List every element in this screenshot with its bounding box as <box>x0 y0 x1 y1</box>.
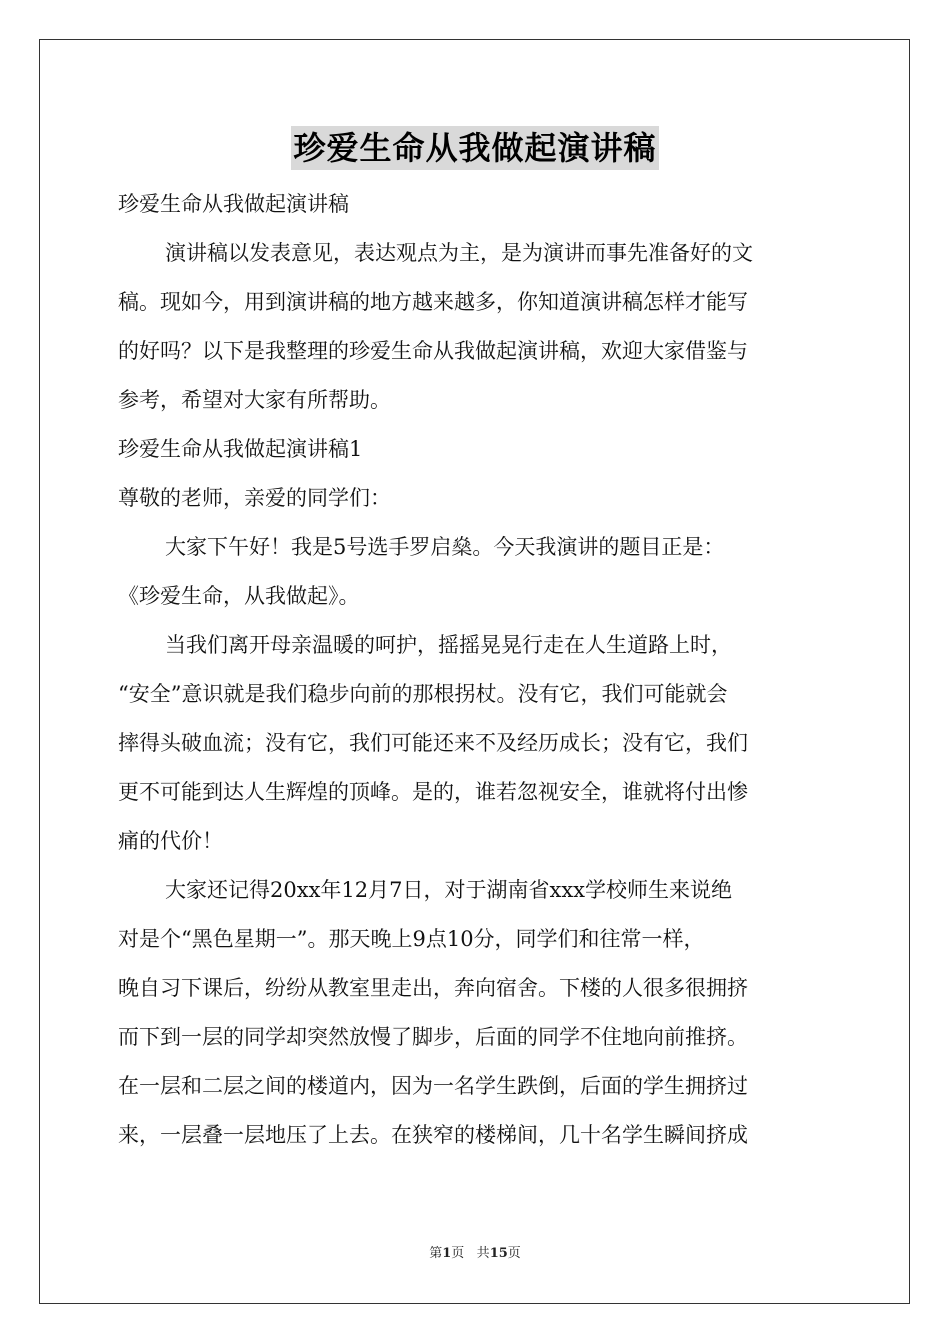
total-prefix: 共 <box>476 1246 490 1261</box>
title-container <box>0 126 950 170</box>
section-heading: 珍爱生命从我做起演讲稿1 <box>118 437 363 461</box>
text-line: 摔得头破血流；没有它，我们可能还来不及经历成长；没有它，我们 <box>118 731 748 755</box>
text-line: 来，一层叠一层地压了上去。在狭窄的楼梯间，几十名学生瞬间挤成 <box>118 1123 748 1147</box>
text-line: 痛的代价！ <box>118 829 223 853</box>
text-line: 而下到一层的同学却突然放慢了脚步，后面的同学不住地向前推挤。 <box>118 1025 748 1049</box>
document-title: 珍爱生命从我做起演讲稿 <box>291 126 658 170</box>
text-line: 珍爱生命从我做起演讲稿 <box>118 192 349 216</box>
page-prefix: 第 <box>429 1246 443 1261</box>
text-line: 在一层和二层之间的楼道内，因为一名学生跌倒，后面的学生拥挤过 <box>118 1074 748 1098</box>
total-pages: 15 <box>489 1246 508 1261</box>
text-line: 大家下午好！我是5号选手罗启燊。今天我演讲的题目正是： <box>165 535 725 559</box>
page-footer <box>0 1245 950 1263</box>
text-line: 参考，希望对大家有所帮助。 <box>118 388 391 412</box>
text-line: 大家还记得20xx年12月7日，对于湖南省xxx学校师生来说绝 <box>165 878 733 902</box>
document-body <box>118 180 834 1160</box>
text-line: 演讲稿以发表意见，表达观点为主，是为演讲而事先准备好的文 <box>165 241 753 265</box>
text-line: 当我们离开母亲温暖的呵护，摇摇晃晃行走在人生道路上时， <box>165 633 732 657</box>
text-line: 《珍爱生命，从我做起》。 <box>118 584 360 608</box>
page-suffix: 页 <box>451 1246 465 1261</box>
text-line: 稿。现如今，用到演讲稿的地方越来越多，你知道演讲稿怎样才能写 <box>118 290 748 314</box>
text-line: 更不可能到达人生辉煌的顶峰。是的，谁若忽视安全，谁就将付出惨 <box>118 780 748 804</box>
text-line: “安全”意识就是我们稳步向前的那根拐杖。没有它，我们可能就会 <box>118 682 728 706</box>
text-line: 的好吗？以下是我整理的珍爱生命从我做起演讲稿，欢迎大家借鉴与 <box>118 339 748 363</box>
text-line: 晚自习下课后，纷纷从教室里走出，奔向宿舍。下楼的人很多很拥挤 <box>118 976 748 1000</box>
total-suffix: 页 <box>507 1246 521 1261</box>
page-number: 1 <box>442 1246 452 1261</box>
salutation: 尊敬的老师，亲爱的同学们： <box>118 486 391 510</box>
text-line: 对是个“黑色星期一”。那天晚上9点10分，同学们和往常一样， <box>118 927 705 951</box>
